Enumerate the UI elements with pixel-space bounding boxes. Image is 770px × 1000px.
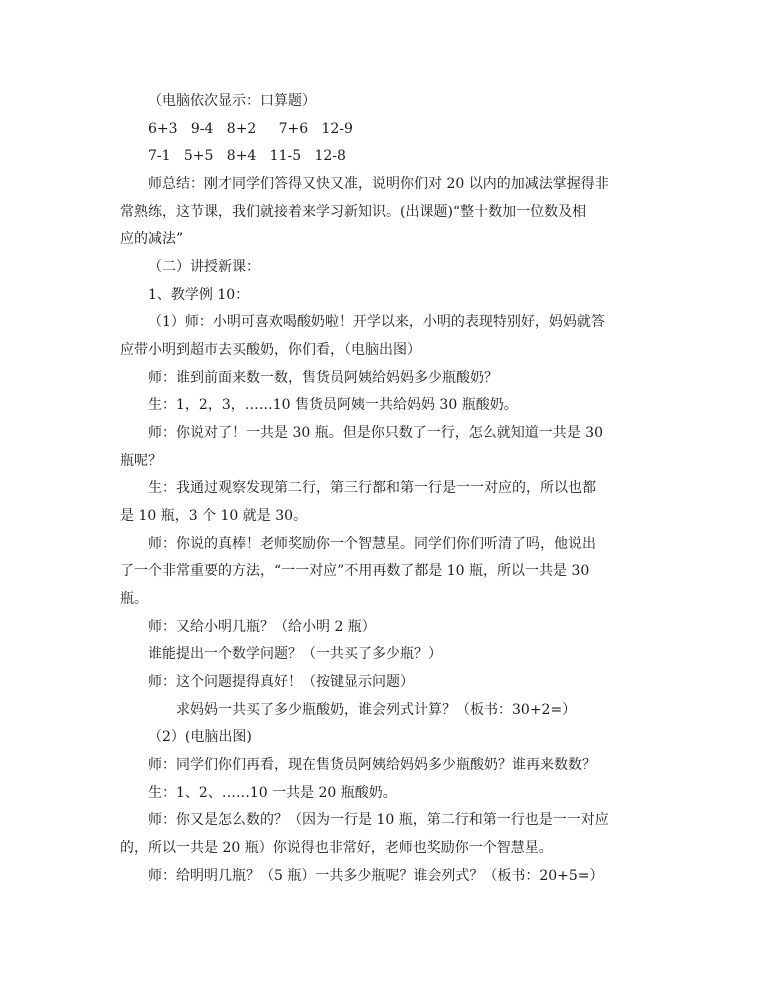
text-line: 瓶。 [120,591,148,607]
text-line: 生：我通过观察发现第二行，第三行都和第一行是一一对应的，所以也都 [148,480,596,496]
text-line: 6+3 9-4 8+2 7+6 12-9 [148,121,353,137]
text-line: 的，所以一共是 20 瓶）你说得也非常好，老师也奖励你一个智慧星。 [120,840,553,856]
text-line: 7-1 5+5 8+4 11-5 12-8 [148,148,346,164]
text-line: 师：你说的真棒！老师奖励你一个智慧星。同学们你们听清了吗，他说出 [148,536,596,552]
text-line: 师：你又是怎么数的？（因为一行是 10 瓶，第二行和第一行也是一一对应 [148,812,609,828]
section-heading: （二）讲授新课： [148,259,260,275]
text-line: 师：又给小明几瓶？（给小明 2 瓶） [148,619,376,635]
subsection-heading: 1、教学例 10： [148,287,250,303]
text-line: 师：同学们你们再看，现在售货员阿姨给妈妈多少瓶酸奶？谁再来数数？ [148,757,596,773]
text-line: 了一个非常重要的方法，“一一对应”不用再数了都是 10 瓶，所以一共是 30 [120,563,590,579]
text-line: 求妈妈一共买了多少瓶酸奶，谁会列式计算？（板书：30+2=） [176,702,577,718]
text-line: 师：给明明几瓶？（5 瓶）一共多少瓶呢？谁会列式？（板书：20+5=） [148,868,604,884]
text-line: 应带小明到超市去买酸奶，你们看，（电脑出图） [120,342,421,358]
text-line: 师总结：刚才同学们答得又快又准，说明你们对 20 以内的加减法掌握得非 [148,176,609,192]
text-line: 生：1，2，3，……10 售货员阿姨一共给妈妈 30 瓶酸奶。 [148,397,518,413]
text-line: 生：1、2、……10 一共是 20 瓶酸奶。 [148,785,397,801]
text-line: 应的减法” [120,231,184,247]
text-line: 师：谁到前面来数一数，售货员阿姨给妈妈多少瓶酸奶？ [148,370,498,386]
text-line: （电脑依次显示：口算题） [148,93,316,109]
text-line: （2）(电脑出图) [148,729,252,745]
text-line: （1）师：小明可喜欢喝酸奶啦！开学以来，小明的表现特别好，妈妈就答 [148,314,605,330]
text-line: 瓶呢？ [120,453,162,469]
text-line: 常熟练，这节课，我们就接着来学习新知识。(出课题)“整十数加一位数及相 [120,204,587,220]
text-line: 师：这个问题提得真好！（按键显示问题） [148,674,414,690]
text-line: 谁能提出一个数学问题？（一共买了多少瓶？） [148,646,442,662]
text-line: 师：你说对了！一共是 30 瓶。但是你只数了一行，怎么就知道一共是 30 [148,425,603,441]
text-line: 是 10 瓶，3 个 10 就是 30。 [120,508,308,524]
